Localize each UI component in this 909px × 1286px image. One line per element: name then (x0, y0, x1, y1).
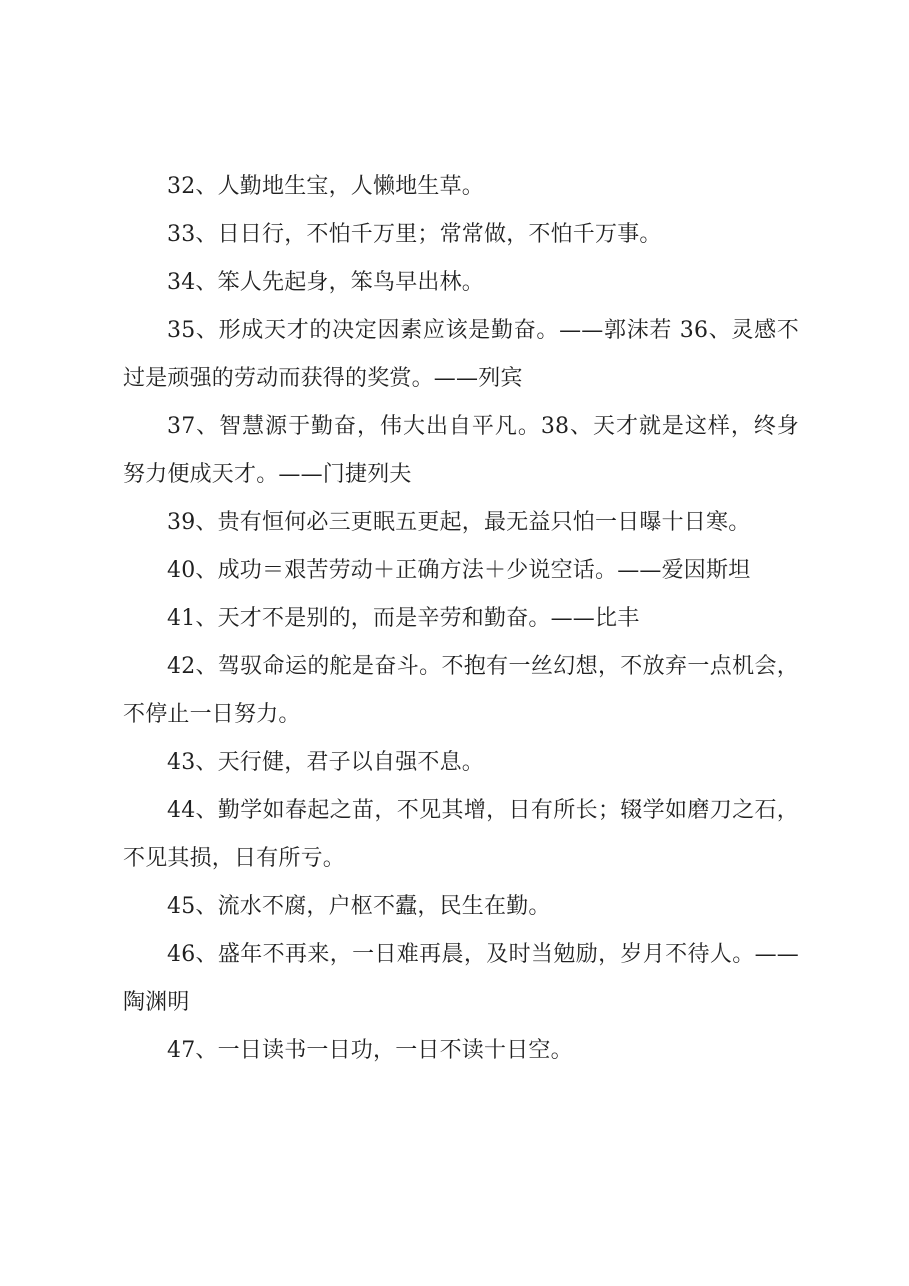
paragraph-46: 46、盛年不再来，一日难再晨，及时当勉励，岁月不待人。——陶渊明 (123, 942, 799, 1015)
paragraph-45: 45、流水不腐，户枢不蠹，民生在勤。 (167, 894, 551, 919)
paragraph-34: 34、笨人先起身，笨鸟早出林。 (167, 270, 484, 295)
paragraph-42: 42、驾驭命运的舵是奋斗。不抱有一丝幻想，不放弃一点机会，不停止一日努力。 (123, 654, 799, 727)
paragraph-37-38: 37、智慧源于勤奋，伟大出自平凡。38、天才就是这样，终身努力便成天才。——门捷列夫 (123, 414, 799, 487)
paragraph-41: 41、天才不是别的，而是辛劳和勤奋。——比丰 (167, 606, 640, 631)
paragraph-33: 33、日日行，不怕千万里；常常做，不怕千万事。 (167, 222, 662, 247)
paragraph-32: 32、人勤地生宝，人懒地生草。 (167, 174, 484, 199)
paragraph-40: 40、成功＝艰苦劳动＋正确方法＋少说空话。——爱因斯坦 (167, 558, 751, 583)
paragraph-47: 47、一日读书一日功，一日不读十日空。 (167, 1038, 573, 1063)
paragraph-39: 39、贵有恒何必三更眠五更起，最无益只怕一日曝十日寒。 (167, 510, 751, 535)
paragraph-35-36: 35、形成天才的决定因素应该是勤奋。——郭沫若 36、灵感不过是顽强的劳动而获得的奖赏。——列宾 (123, 318, 799, 391)
paragraph-43: 43、天行健，君子以自强不息。 (167, 750, 484, 775)
paragraph-44: 44、勤学如春起之苗，不见其增，日有所长；辍学如磨刀之石，不见其损，日有所亏。 (123, 798, 799, 871)
document-body (123, 163, 799, 1075)
